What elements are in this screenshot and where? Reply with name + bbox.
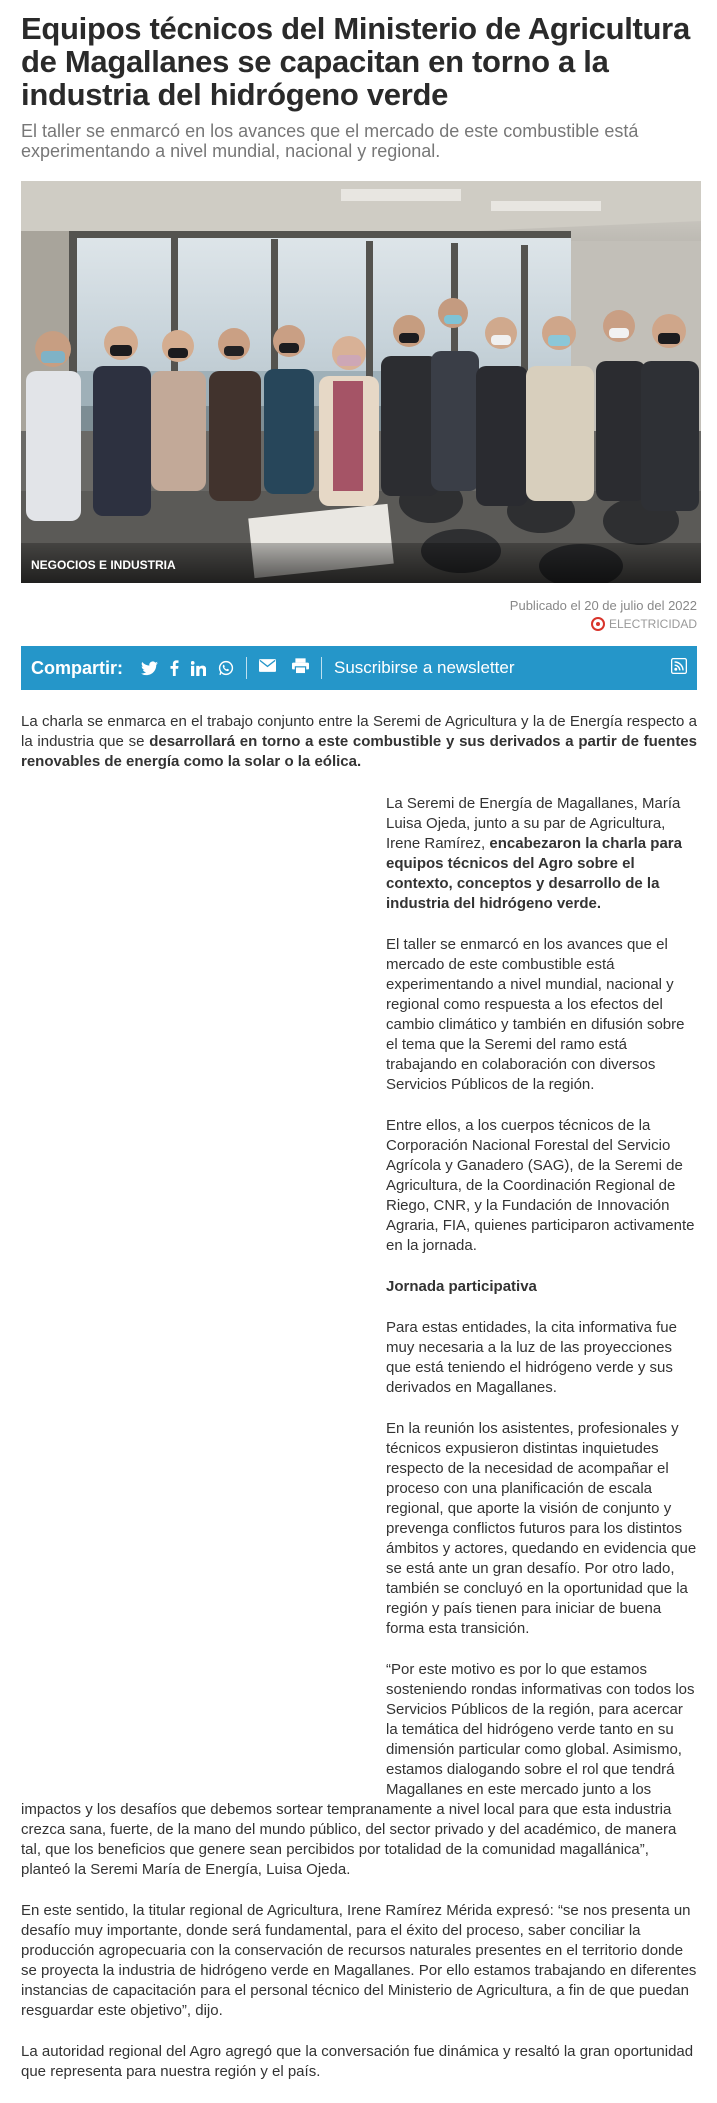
share-bar: [21, 646, 697, 690]
body-paragraph: En la reunión los asistentes, profesionales y técnicos expusieron distintas inquietudes respecto de la necesidad de acompañar el proceso con una planificación de escala regional, que aporte la visión de conjunto y prevenga conflictos futuros para los distintos ámbitos y actores, quedando en evidencia que se está ante un gran desafío. Por otro lado, también se concluyó en la oportunidad que la región y país tienen para iniciar de buena forma esta transición.: [386, 1420, 697, 1637]
category-label: ELECTRICIDAD: [608, 617, 697, 631]
article-title: Equipos técnicos del Ministerio de Agricultura de Magallanes se capacitan en torno a la industria del hidrógeno verde: [21, 11, 690, 112]
group-photo: [21, 181, 701, 583]
twitter-icon[interactable]: [141, 661, 158, 676]
whatsapp-icon[interactable]: [218, 660, 234, 676]
body-paragraph: El taller se enmarcó en los avances que el mercado de este combustible está experimentando a nivel mundial, nacional y regional como respuesta a los efectos del cambio climático y también en difusión sobre el tema que la Seremi del ramo está trabajando en colaboración con diversos Servicios Públicos de la región.: [386, 936, 685, 1093]
print-icon[interactable]: [292, 658, 309, 679]
body-paragraph: La Seremi de Energía de Magallanes, María Luisa Ojeda, junto a su par de Agricultura, Irene Ramírez, encabezaron la charla para equipos técnicos del Agro sobre el contexto, conceptos y desarrollo de la industria del hidrógeno verde.: [386, 795, 682, 912]
share-label: Compartir:: [31, 657, 124, 678]
rss-icon[interactable]: [671, 658, 687, 679]
body-paragraph: Para estas entidades, la cita informativa fue muy necesaria a la luz de las proyecciones que está teniendo el hidrógeno verde y sus derivados en Magallanes.: [386, 1319, 677, 1396]
article-meta: [21, 597, 697, 636]
article-body: [21, 794, 697, 2103]
category-overlay[interactable]: NEGOCIOS E INDUSTRIA: [21, 543, 701, 583]
article-lead: La charla se enmarca en el trabajo conjunto entre la Seremi de Agricultura y la de Energía respecto a la industria que se desarrollará en torno a este combustible y sus derivados a partir de fuentes renovables de energía como la solar o la eólica.: [21, 713, 697, 770]
publish-date: Publicado el 20 de julio del 2022: [509, 598, 697, 613]
ad-placeholder: [21, 794, 386, 1782]
share-divider: [246, 657, 247, 679]
newsletter-link[interactable]: Suscribirse a newsletter: [334, 658, 515, 677]
section-heading: Jornada participativa: [386, 1278, 537, 1295]
body-paragraph: La autoridad regional del Agro agregó que la conversación fue dinámica y resaltó la gran oportunidad que representa para nuestra región y el país.: [21, 2043, 694, 2080]
facebook-icon[interactable]: [170, 660, 179, 676]
mail-icon[interactable]: [259, 659, 276, 677]
hero-image[interactable]: [21, 181, 701, 583]
article-subtitle: El taller se enmarcó en los avances que el mercado de este combustible está experimentando a nivel mundial, nacional y regional.: [21, 121, 639, 161]
body-paragraph: “Por este motivo es por lo que estamos sosteniendo rondas informativas con todos los Servicios Públicos de la región, para acercar la temática del hidrógeno verde tanto en su dimensión particular como global. Asimismo, estamos dialogando sobre el rol que tendrá Magallanes en este mercado junto a los impactos y los desafíos que debemos sortear tempranamente a nivel local para que esta industria crezca sana, fuerte, de la mano del mundo público, del sector privado y del académico, de manera tal, que los beneficios que genere sean percibidos por totalidad de la comunidad magallánica”, planteó la Seremi María de Energía, Luisa Ojeda.: [21, 1661, 695, 1878]
linkedin-icon[interactable]: [191, 661, 206, 676]
body-paragraph: Entre ellos, a los cuerpos técnicos de la Corporación Nacional Forestal del Servicio Agrícola y Ganadero (SAG), de la Seremi de Agricultura, de la Coordinación Regional de Riego, CNR, y la Fundación de Innovación Agraria, FIA, quienes participaron activamente en la jornada.: [386, 1117, 695, 1254]
share-divider: [321, 657, 322, 679]
category-icon: [591, 617, 605, 631]
body-paragraph: En este sentido, la titular regional de Agricultura, Irene Ramírez Mérida expresó: “se nos presenta un desafío muy importante, donde será fundamental, para el éxito del proceso, saber conciliar la producción agropecuaria con la conservación de recursos naturales presentes en el territorio donde se proyecta la industria de hidrógeno verde en Magallanes. Por ello estamos trabajando en diferentes instancias de capacitación para el personal técnico del Ministerio de Agricultura, a fin de que puedan resguardar este objetivo”, dijo.: [21, 1902, 697, 2019]
category-link[interactable]: [591, 615, 697, 633]
